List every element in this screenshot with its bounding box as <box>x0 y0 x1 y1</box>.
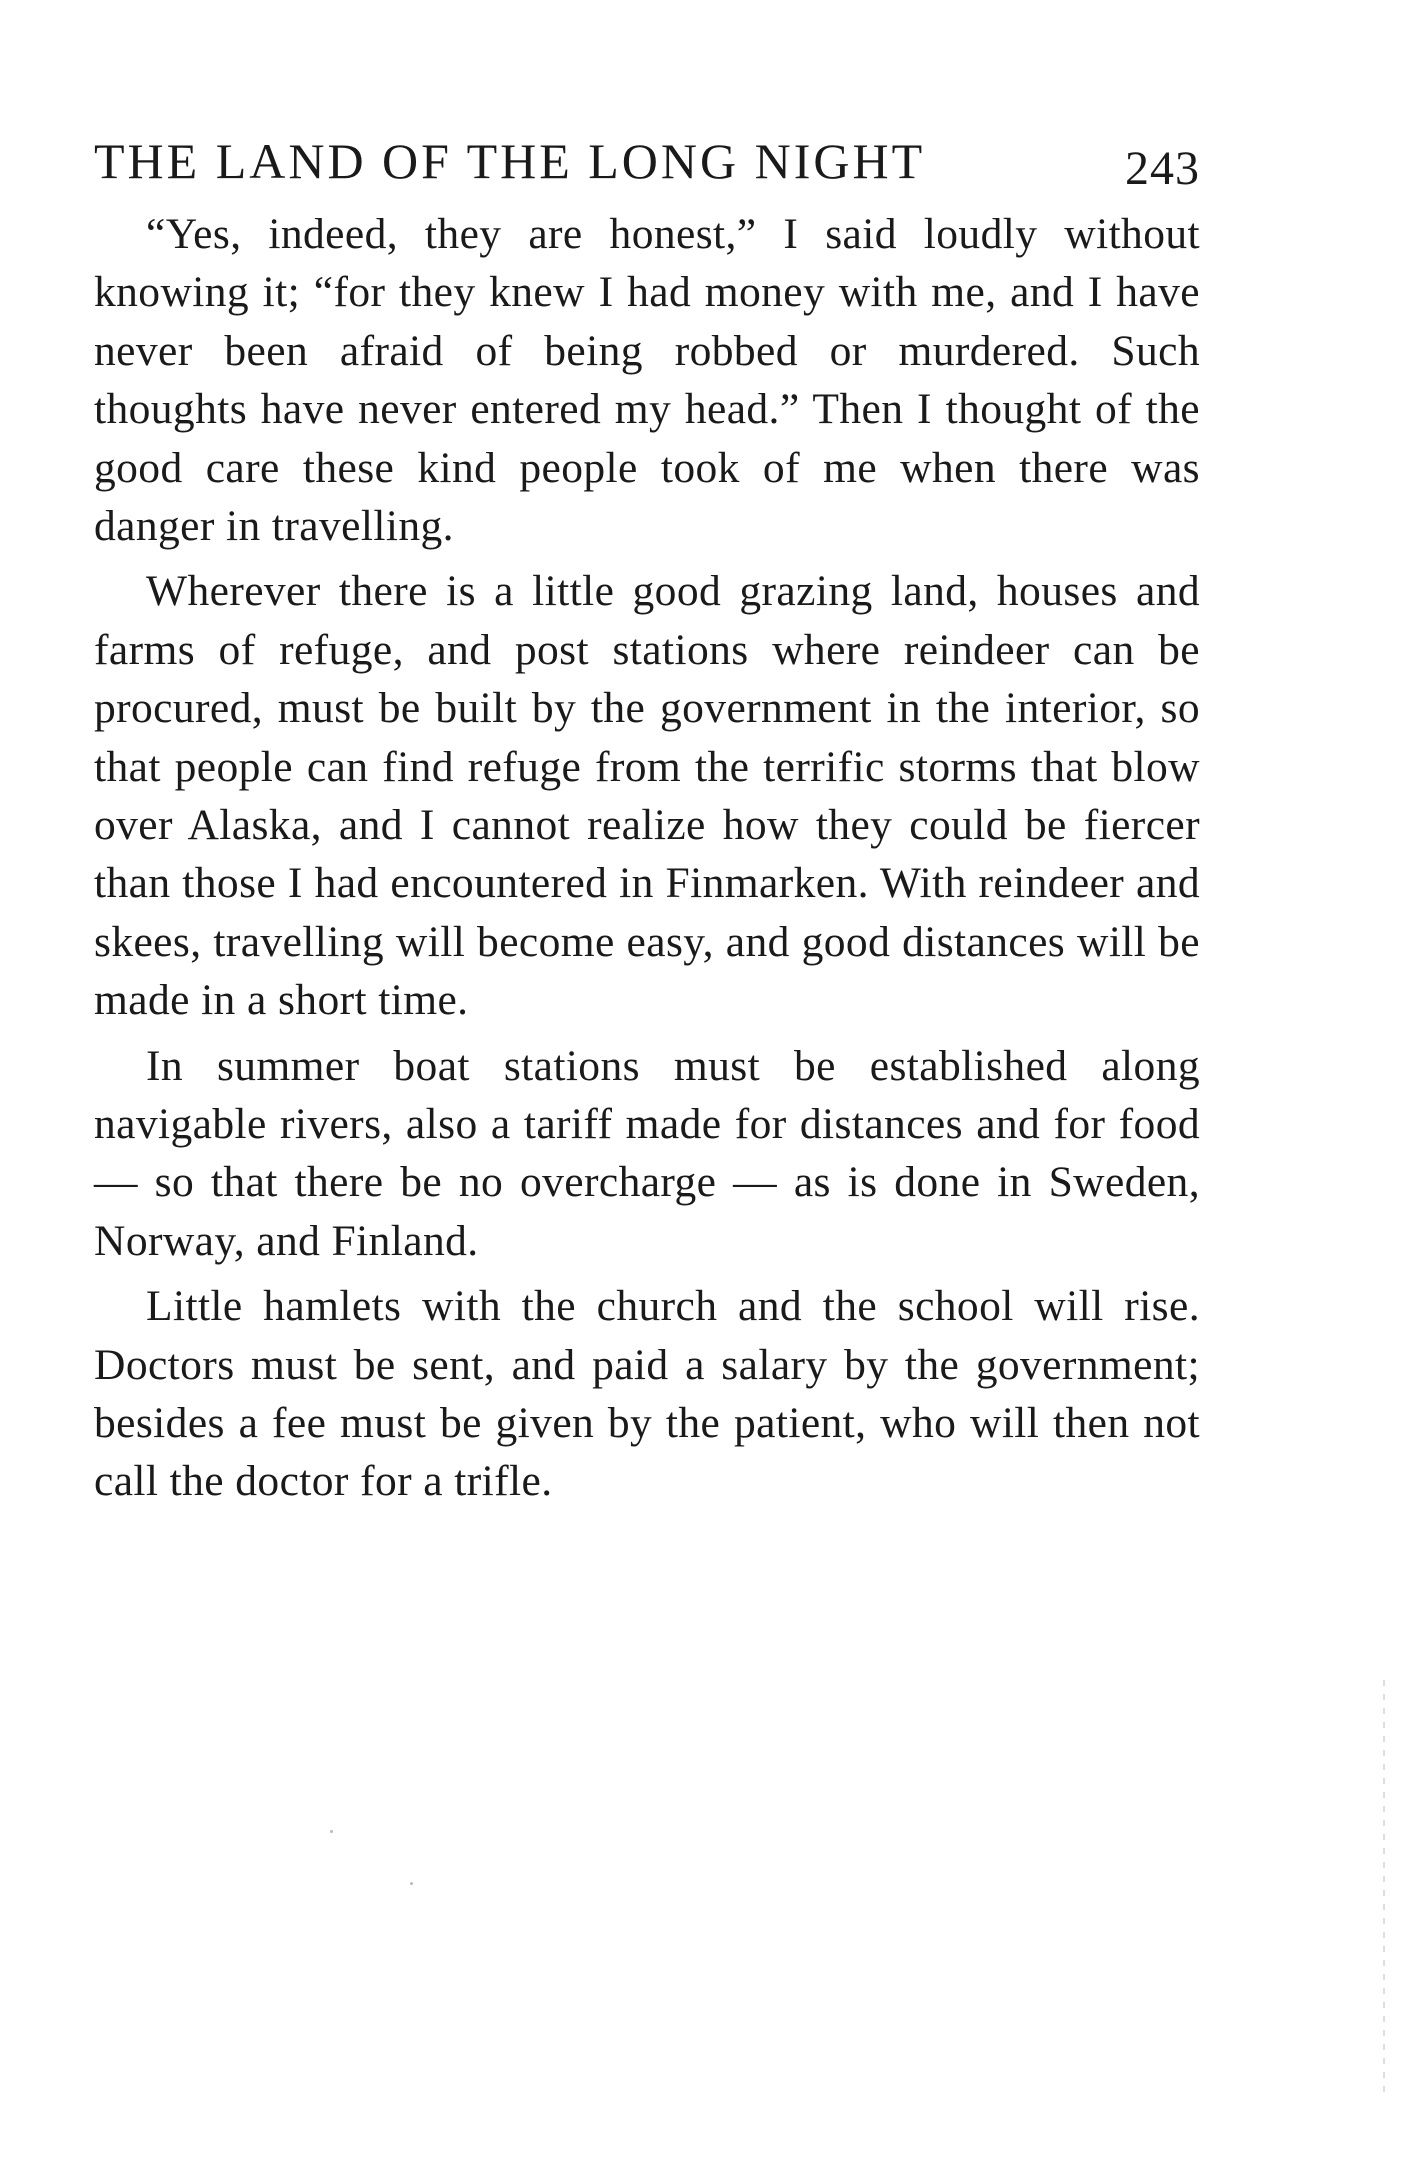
scan-speck <box>330 1830 333 1833</box>
body-text <box>94 205 1200 1511</box>
paragraph: In summer boat stations must be established along navigable rivers, also a tariff made for distances and for food — so that there be no overcharge — as is done in Sweden, Norway, and Finland. <box>94 1041 1200 1265</box>
paragraph: Little hamlets with the church and the school will rise. Doctors must be sent, and paid a salary by the government; besides a fee must be given by the patient, who will then not call the doctor for a trifle. <box>94 1282 1200 1506</box>
paragraph: Wherever there is a little good grazing land, houses and farms of refuge, and post stations where reindeer can be procured, must be built by the government in the interior, so that people can find refuge from the terrific storms that blow over Alaska, and I cannot realize how they could be fiercer than those I had encountered in Finmarken. With reindeer and skees, travelling will become easy, and good distances will be made in a short time. <box>94 567 1200 1025</box>
paragraph: “Yes, indeed, they are honest,” I said loudly without knowing it; “for they knew I had money with me, and I have never been afraid of being robbed or murdered. Such thoughts have never entered my head.” Then I thought of the good care these kind people took of me when there was danger in travelling. <box>94 210 1200 551</box>
book-page <box>94 126 1200 1518</box>
running-header <box>94 126 1200 196</box>
running-title: THE LAND OF THE LONG NIGHT <box>94 133 926 189</box>
scan-speck <box>410 1882 413 1885</box>
page-number: 243 <box>1125 142 1200 195</box>
scan-edge-artifact <box>1383 1680 1385 2100</box>
